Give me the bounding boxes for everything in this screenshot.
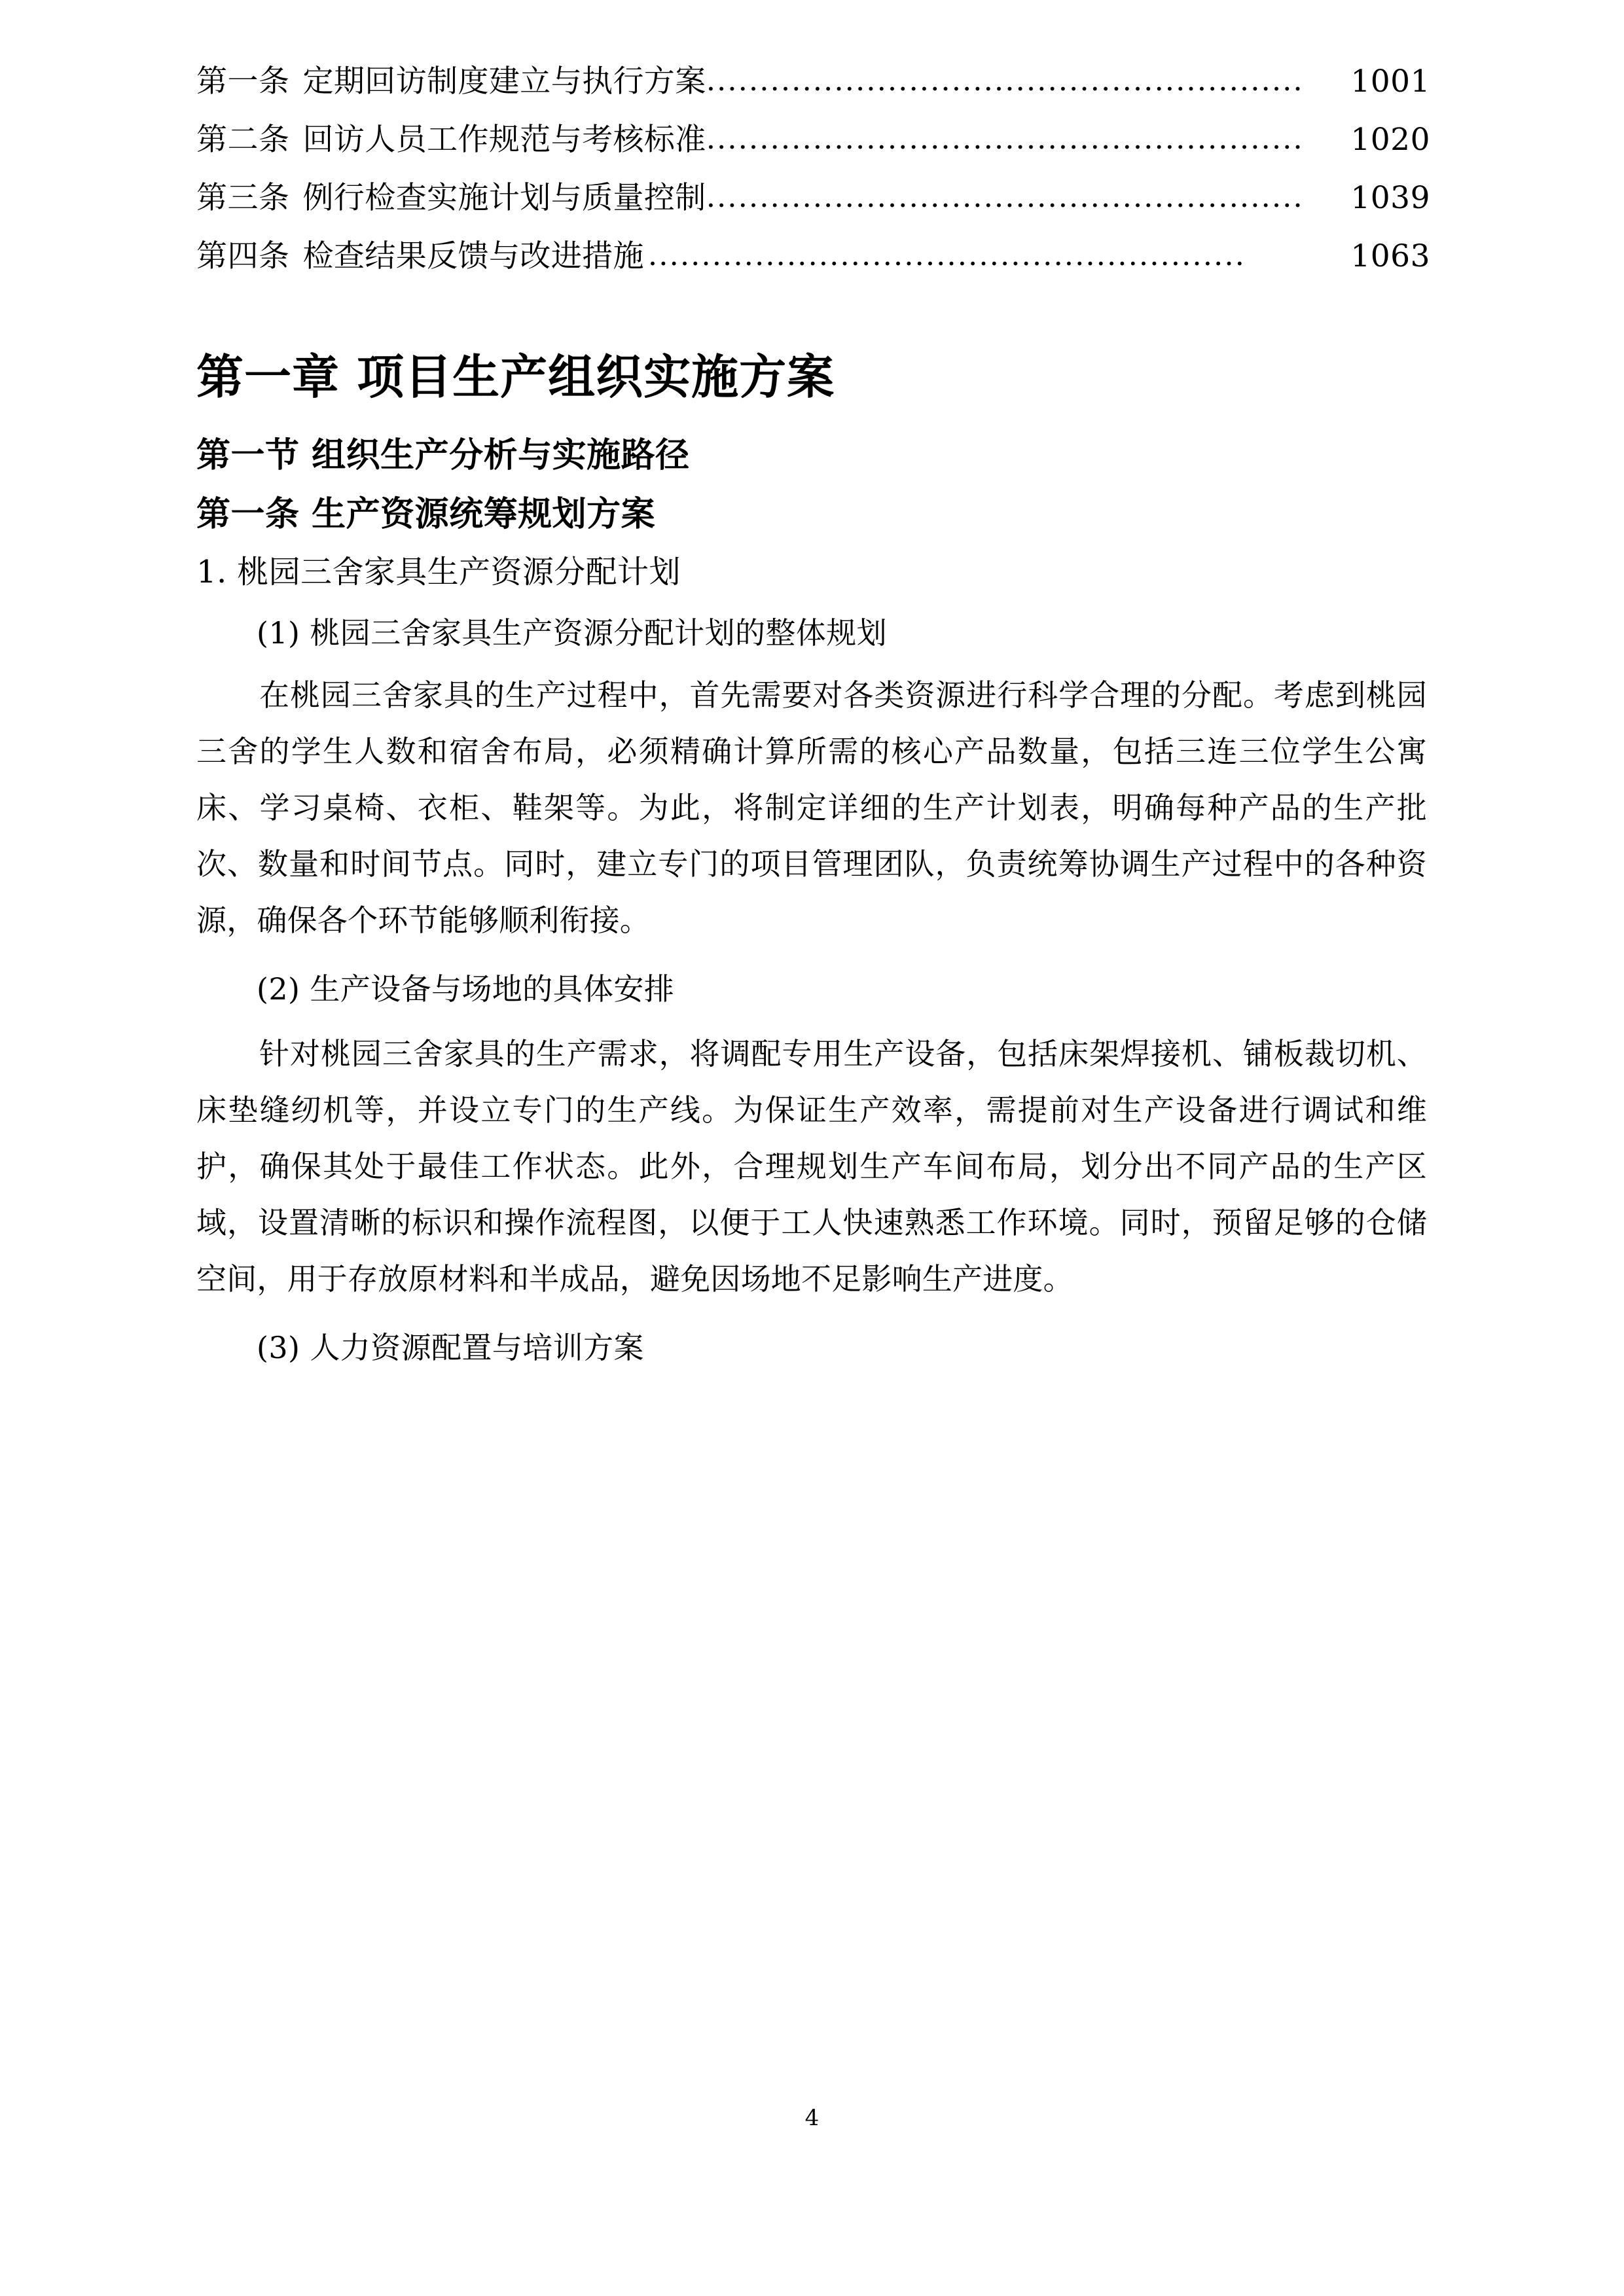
- article-title: 第一条 生产资源统筹规划方案: [196, 494, 656, 534]
- list-item-level-1: 1. 桃园三舍家具生产资源分配计划: [196, 554, 681, 590]
- page-content: [196, 0, 1430, 1367]
- toc-entry[interactable]: [196, 63, 1430, 101]
- body-paragraph-2: 针对桃园三舍家具的生产需求，将调配专用生产设备，包括床架焊接机、铺板裁切机、床垫缝纫机等，并设立专门的生产线。为保证生产效率，需提前对生产设备进行调试和维护，确保其处于最佳工作状态。此外，合理规划生产车间布局，划分出不同产品的生产区域，设置清晰的标识和操作流程图，以便于工人快速熟悉工作环境。同时，预留足够的仓储空间，用于存放原材料和半成品，避免因场地不足影响生产进度。: [196, 1036, 1427, 1297]
- toc-entry-page: 1039: [1350, 180, 1430, 216]
- sub-heading-1: (1) 桃园三舍家具生产资源分配计划的整体规划: [257, 615, 887, 651]
- toc-entry-number: 第二条: [196, 122, 290, 158]
- toc-dot-leader: ........................................................: [706, 121, 1304, 156]
- table-of-contents: [196, 0, 1430, 276]
- sub-heading-3: (3) 人力资源配置与培训方案: [257, 1330, 644, 1365]
- section-title: 第一节 组织生产分析与实施路径: [196, 435, 690, 475]
- chapter-title: 第一章 项目生产组织实施方案: [196, 349, 835, 404]
- toc-entry[interactable]: [196, 179, 1430, 217]
- toc-entry-number: 第三条: [196, 180, 290, 216]
- body-paragraph-1: 在桃园三舍家具的生产过程中，首先需要对各类资源进行科学合理的分配。考虑到桃园三舍的学生人数和宿舍布局，必须精确计算所需的核心产品数量，包括三连三位学生公寓床、学习桌椅、衣柜、鞋架等。为此，将制定详细的生产计划表，明确每种产品的生产批次、数量和时间节点。同时，建立专门的项目管理团队，负责统筹协调生产过程中的各种资源，确保各个环节能够顺利衔接。: [196, 677, 1427, 938]
- toc-entry-page: 1020: [1350, 122, 1430, 158]
- toc-entry-title: 回访人员工作规范与考核标准: [302, 122, 706, 158]
- toc-entry-page: 1001: [1350, 63, 1430, 99]
- page-number: 4: [804, 2105, 820, 2131]
- toc-entry[interactable]: [196, 238, 1430, 276]
- toc-entry-title: 检查结果反馈与改进措施: [302, 238, 644, 274]
- toc-dot-leader: ........................................................: [706, 179, 1304, 214]
- toc-entry-number: 第四条: [196, 238, 290, 274]
- toc-dot-leader: ........................................................: [706, 63, 1304, 98]
- toc-entry-page: 1063: [1350, 238, 1430, 274]
- toc-entry-title: 例行检查实施计划与质量控制: [302, 180, 706, 216]
- toc-entry-title: 定期回访制度建立与执行方案: [302, 63, 706, 99]
- toc-dot-leader: ........................................................: [647, 238, 1246, 272]
- toc-entry[interactable]: [196, 121, 1430, 159]
- sub-heading-2: (2) 生产设备与场地的具体安排: [257, 971, 675, 1007]
- toc-entry-number: 第一条: [196, 63, 290, 99]
